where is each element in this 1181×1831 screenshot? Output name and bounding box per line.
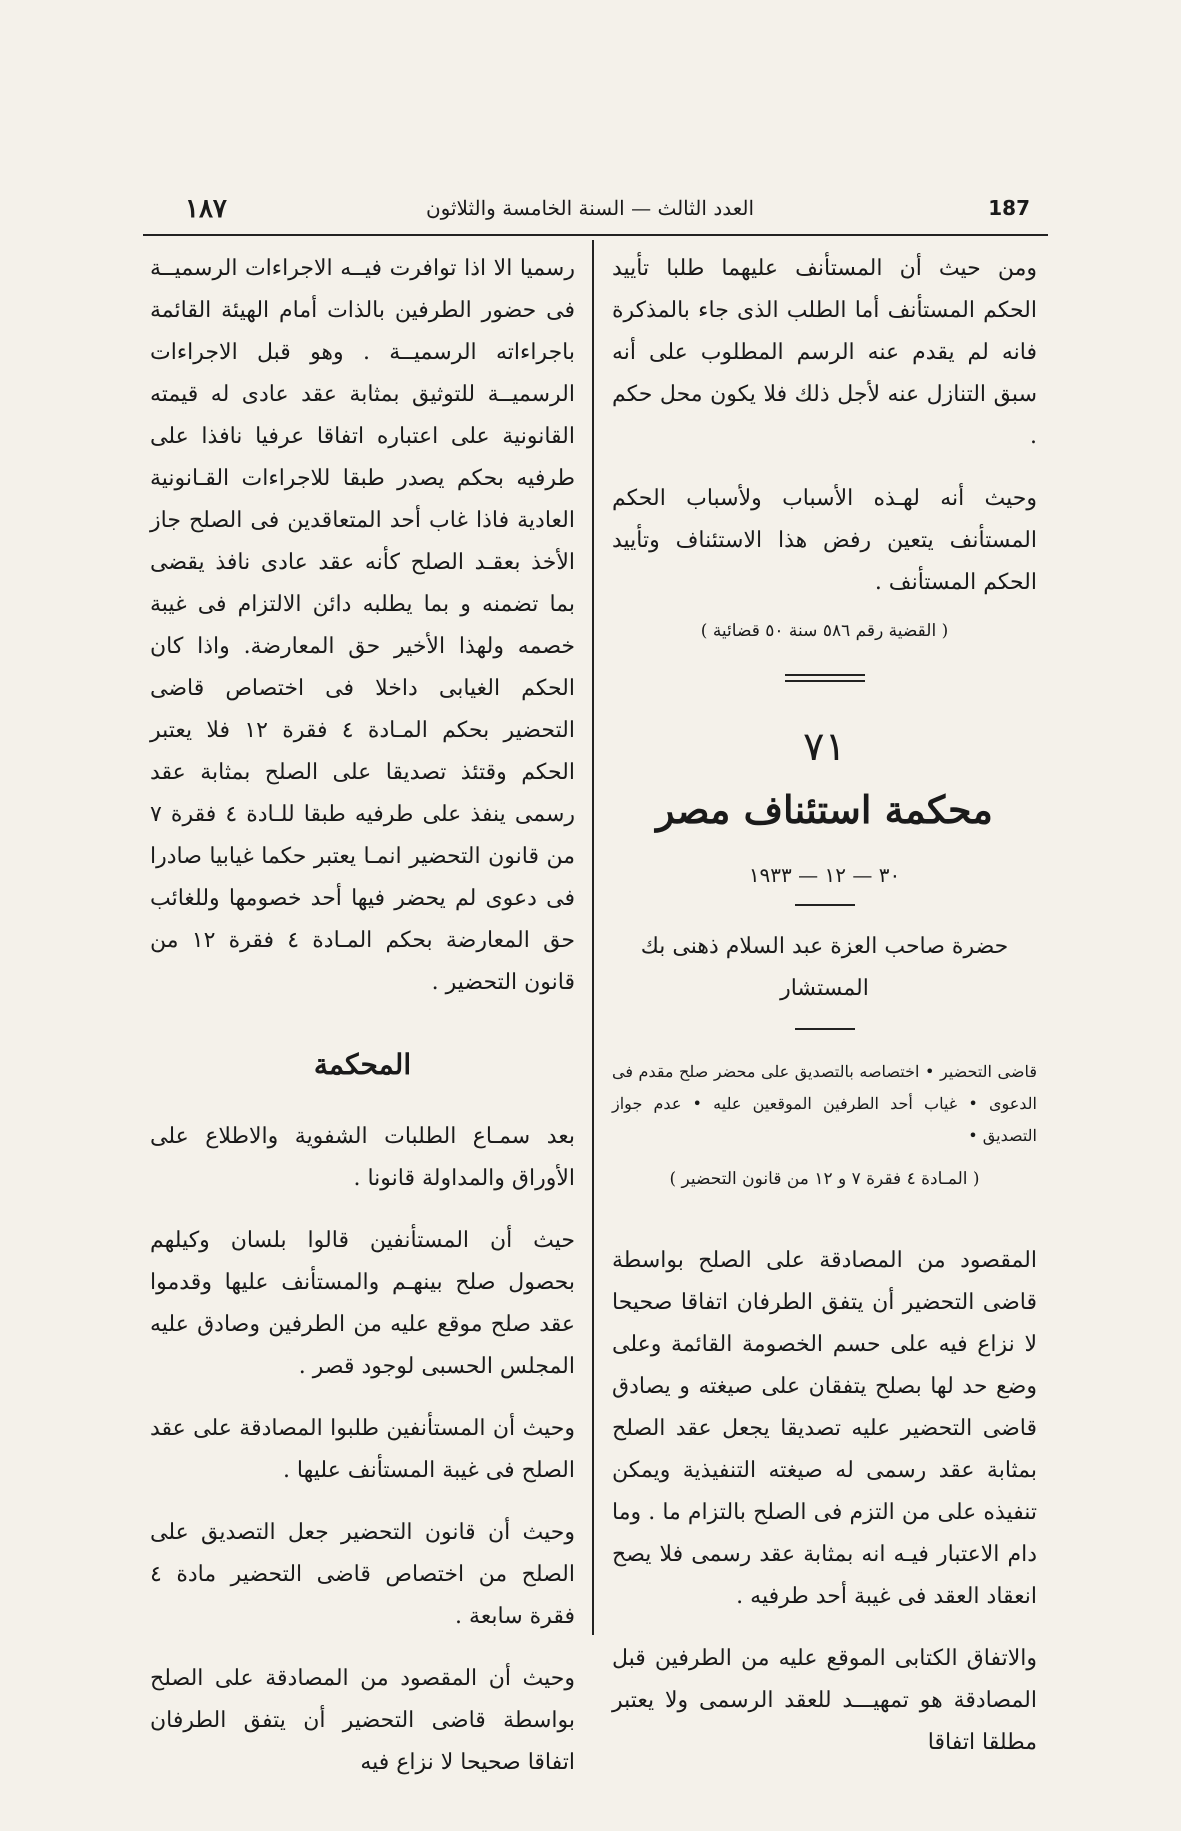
right-paragraph-2: وحيث أنه لهـذه الأسباب ولأسباب الحكم المستأنف يتعين رفض هذا الاستئناف وتأييد الحكم المستأنف . bbox=[612, 486, 1037, 595]
page-header bbox=[150, 186, 1030, 226]
right-paragraph-3: المقصود من المصادقة على الصلح بواسطة قاضى التحضير أن يتفق الطرفان اتفاقا صحيحا لا نزاع فيه على حسم الخصومة القائمة وعلى وضع حد لها بصلح يتفقان على صيغته و يصادق قاضى التحضير عليه تصديقا يجعل عقد الصلح بمثابة عقد رسمى له صيغته التنفيذية ويمكن تنفيذه على من التزم فى الصلح بالتزام ما . وما دام الاعتبار فيـه انه بمثابة عقد رسمى فلا يصح انعقاد العقد فى غيبة أحد طرفيه . bbox=[612, 1248, 1037, 1609]
section-heading: المحكمة bbox=[313, 1048, 412, 1081]
right-paragraph-1: ومن حيث أن المستأنف عليهما طلبا تأييد الحكم المستأنف أما الطلب الذى جاء بالمذكرة فانه لم يقدم عنه الرسم المطلوب على أنه سبق التنازل عنه لأجل ذلك فلا يكون محل حكم . bbox=[612, 256, 1037, 449]
right-column bbox=[612, 248, 1037, 1764]
case-citation: ( القضية رقم ٥٨٦ سنة ٥٠ قضائية ) bbox=[700, 621, 949, 641]
column-divider bbox=[592, 240, 594, 1635]
judge-name: حضرة صاحب العزة عبد السلام ذهنى بك المستشار bbox=[640, 934, 1009, 1001]
short-rule bbox=[795, 904, 855, 906]
double-rule bbox=[785, 674, 865, 682]
case-date: ٣٠ — ١٢ — ١٩٣٣ bbox=[748, 863, 901, 887]
left-column bbox=[150, 248, 575, 1784]
left-paragraph-2: بعد سمـاع الطلبات الشفوية والاطلاع على الأوراق والمداولة قانونا . bbox=[150, 1124, 575, 1191]
short-rule bbox=[795, 1028, 855, 1030]
case-summary: قاضى التحضير • اختصاصه بالتصديق على محضر صلح مقدم فى الدعوى • غياب أحد الطرفين الموقعين عليه • عدم جواز التصديق • bbox=[612, 1062, 1037, 1145]
left-paragraph-5: وحيث أن قانون التحضير جعل التصديق على الصلح من اختصاص قاضى التحضير مادة ٤ فقرة سابعة . bbox=[150, 1520, 575, 1629]
left-paragraph-1: رسميا الا اذا توافرت فيــه الاجراءات الرسميــة فى حضور الطرفين بالذات أمام الهيئة القائمة باجراءاته الرسميــة . وهو قبل الاجراءات الرسميــة للتوثيق بمثابة عقد عادى له قيمته القانونية على اعتباره اتفاقا عرفيا نافذا على طرفيه بحكم يصدر طبقا للاجراءات القـانونية العادية فاذا غاب أحد المتعاقدين فى الصلح جاز الأخذ بعقـد الصلح كأنه عقد عادى نافذ يقضى بما تضمنه و بما يطلبه دائن الالتزام فى غيبة خصمه ولهذا الأخير حق المعارضة. واذا كان الحكم الغيابى داخلا فى اختصاص قاضى التحضير بحكم المـادة ٤ فقرة ١٢ فلا يعتبر الحكم وقتئذ تصديقا على الصلح بمثابة عقد رسمى ينفذ على طرفيه طبقا للـادة ٤ فقرة ٧ من قانون التحضير انمـا يعتبر حكما غيابيا صادرا فى دعوى لم يحضر فيها أحد خصومها وللغائب حق المعارضة بحكم المـادة ٤ فقرة ١٢ من قانون التحضير . bbox=[150, 256, 576, 995]
left-paragraph-4: وحيث أن المستأنفين طلبوا المصادقة على عقد الصلح فى غيبة المستأنف عليها . bbox=[150, 1416, 575, 1483]
page-number-arabic: ١٨٧ bbox=[185, 194, 227, 224]
left-paragraph-6: وحيث أن المقصود من المصادقة على الصلح بواسطة قاضى التحضير أن يتفق الطرفان اتفاقا صحيحا لا نزاع فيه bbox=[150, 1666, 575, 1775]
page-number-latin: 187 bbox=[988, 196, 1030, 220]
header-rule bbox=[143, 234, 1048, 236]
case-number: ٧١ bbox=[803, 724, 846, 770]
summary-reference: ( المـادة ٤ فقرة ٧ و ١٢ من قانون التحضير ) bbox=[669, 1169, 980, 1189]
court-name: محكمة استئناف مصر bbox=[656, 787, 993, 832]
running-title: العدد الثالث — السنة الخامسة والثلاثون bbox=[425, 196, 755, 220]
left-paragraph-3: حيث أن المستأنفين قالوا بلسان وكيلهم بحصول صلح بينهـم والمستأنف عليها وقدموا عقد صلح موقع عليه من الطرفين وصادق عليه المجلس الحسبى لوجود قصر . bbox=[150, 1228, 575, 1379]
right-paragraph-4: والاتفاق الكتابى الموقع عليه من الطرفين قبل المصادقة هو تمهيـــد للعقد الرسمى ولا يعتبر مطلقا اتفاقا bbox=[612, 1646, 1037, 1755]
